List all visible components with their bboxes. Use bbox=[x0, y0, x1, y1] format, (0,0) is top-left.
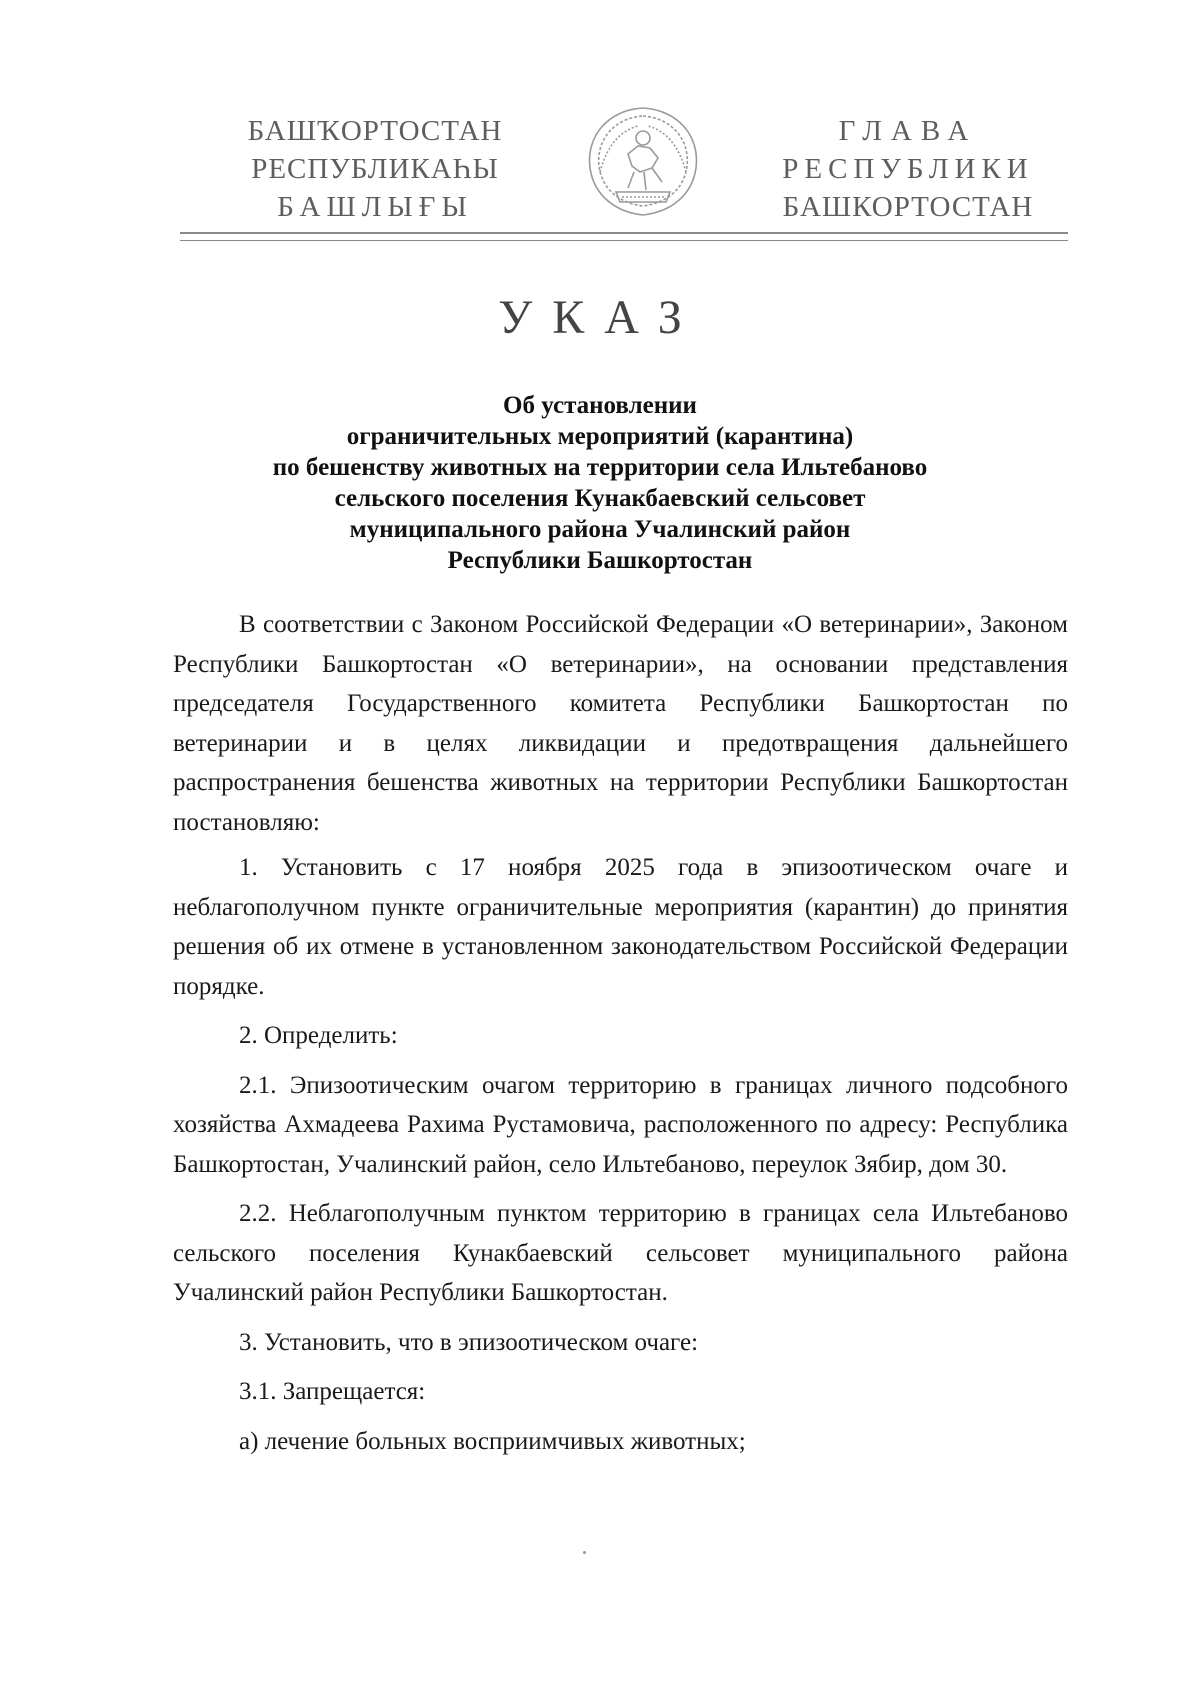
title-line: сельского поселения Кунакбаевский сельсовет bbox=[334, 485, 866, 512]
header-right-line-1: ГЛАВА bbox=[838, 115, 978, 147]
scan-speck bbox=[583, 1551, 586, 1554]
document-body bbox=[173, 605, 1068, 1461]
clause-3: 3. Установить, что в эпизоотическом очаге: bbox=[239, 1328, 699, 1356]
header-right-line-3: БАШКОРТОСТАН bbox=[782, 191, 1034, 223]
title-line: Об установлении bbox=[503, 392, 697, 419]
header-left-line-1: БАШҠОРТОСТАН bbox=[247, 115, 503, 147]
title-line: по бешенству животных на территории села Ильтебаново bbox=[272, 454, 928, 481]
document-type-heading: УКАЗ bbox=[498, 291, 702, 344]
header-russian-title bbox=[748, 112, 1068, 226]
title-line: Республики Башкортостан bbox=[447, 547, 753, 574]
preamble-paragraph: В соответствии с Законом Российской Федерации «О ветеринарии», Законом Республики Башкортостан «О ветеринарии», на основании представления председателя Государственного комитета Республики Башкортостан по ветеринарии и в целях ликвидации и предотвращения дальнейшего распространения бешенства животных на территории Республики Башкортостан постановляю: bbox=[173, 611, 1068, 836]
clause-2-2: 2.2. Неблагополучным пунктом территорию в границах села Ильтебаново сельского поселения Кунакбаевский сельсовет муниципального района Учалинский район Республики Башкортостан. bbox=[173, 1200, 1068, 1306]
title-line: ограничительных мероприятий (карантина) bbox=[346, 423, 854, 450]
header-divider bbox=[180, 232, 1068, 241]
clause-2: 2. Определить: bbox=[239, 1022, 398, 1049]
clause-2-1: 2.1. Эпизоотическим очагом территорию в границах личного подсобного хозяйства Ахмадеева Рахима Рустамовича, расположенного по адресу: Республика Башкортостан, Учалинский район, село Ильтебаново, переулок Зябир, дом 30. bbox=[173, 1071, 1068, 1178]
header-left-line-2: РЕСПУБЛИКАҺЫ bbox=[251, 153, 499, 185]
clause-3-1: 3.1. Запрещается: bbox=[239, 1378, 426, 1405]
header-bashkir-title bbox=[215, 112, 535, 226]
clause-1: 1. Установить с 17 ноября 2025 года в эпизоотическом очаге и неблагополучном пункте ограничительные мероприятия (карантин) до принятия решения об их отмене в установленном законодательством Российской Федерации порядке. bbox=[173, 854, 1068, 1000]
header-left-line-3: БАШЛЫҒЫ bbox=[277, 191, 473, 223]
coat-of-arms-emblem-icon bbox=[578, 102, 708, 222]
title-line: муниципального района Учалинский район bbox=[349, 516, 851, 543]
clause-3-1-a: а) лечение больных восприимчивых животных; bbox=[239, 1427, 746, 1455]
header-right-line-2: РЕСПУБЛИКИ bbox=[782, 153, 1034, 185]
document-title bbox=[200, 390, 1000, 576]
